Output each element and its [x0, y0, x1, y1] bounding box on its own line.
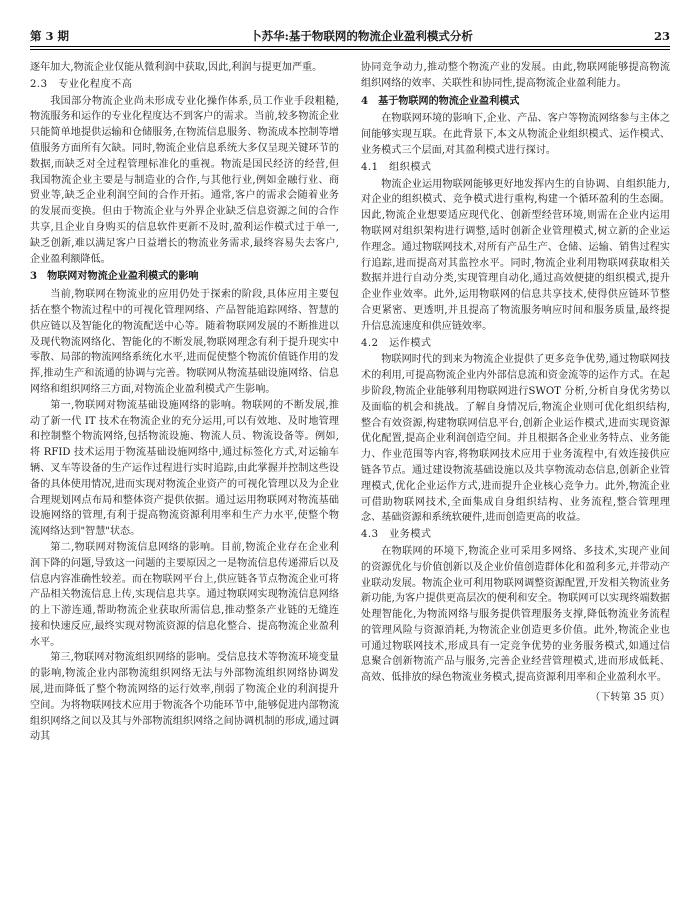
paragraph: 在物联网的环境下,物流企业可采用多网络、多技术,实现产业间的资源优化与价值创新以及企业价值创造群体化和盈利多元,并带动产业联动发展。物流企业可利用物联网调整资源配置,开发相关物流业务新功能,为客户提供更高层次的便利和安全。物联网可以实现终端数据处理智能化,为物流网络与服务提供管理服务支撑,降低物流业务流程的管理风险与资源消耗,为物流企业创造更多价值。此外,物流企业也可通过物联网技术,形成具有一定竞争优势的业务服务模式,如通过信息聚合创新物流产品与服务,完善企业经营管理模式,进而形成低耗、高效、低排放的绿色物流业务模式,提高资源利用率和企业盈利水平。	[361, 545, 670, 684]
section-heading-3: 3 物联网对物流企业盈利模式的影响	[30, 271, 199, 283]
header-rule-bottom	[30, 49, 670, 50]
paragraph: 在物联网环境的影响下,企业、产品、客户等物流网络参与主体之间能够实现互联。在此背景下,本文从物流企业组织模式、运作模式、业务模式三个层面,对其盈利模式进行探讨。	[361, 113, 670, 156]
paragraph: 第三,物联网对物流组织网络的影响。受信息技术等物流环境变量的影响,物流企业内部物流组织网络无法与外部物流组织网络协调发展,进而降低了整个物流网络的运行效率,削弱了物流企业的利润提升空间。为将物联网技术应用于物流各个功能环节中,能够促进内部物流组织网络之间以及其与外部物流组织网络之间协调机制的形成,通过调动其	[30, 652, 339, 743]
section-heading-4-3: 4.3 业务模式	[361, 529, 432, 541]
left-column	[30, 60, 339, 872]
paragraph: 协同竞争动力,推动整个物流产业的发展。由此,物联网能够提高物流组织网络的效率、关联性和协同性,提高物流企业盈利能力。	[361, 62, 670, 89]
paragraph: 物流企业运用物联网能够更好地发挥内生的自协调、自组织能力,对企业的组织模式、竞争模式进行重构,构建一个循环盈利的生态圈。因此,物流企业想要适应现代化、创新型经营环境,则需在企业内运用物联网对组织架构进行调整,适时创新企业管理模式,树立新的企业运作理念。通过物联网技术,对所有产品生产、仓储、运输、销售过程实行追踪,进而提高对其监控水平。同时,物流企业利用物联网获取相关数据并进行自动分类,实现管理自动化,通过高效便捷的组织模式,提升企业作业效率。此外,运用物联网的信息共享技术,使得供应链环节整合更紧密、更透明,并且提高了物流服务响应时间和服务质量,最终提升信息流速度和供应链效率。	[361, 178, 670, 332]
right-column	[361, 60, 670, 872]
paragraph: 当前,物联网在物流业的应用仍处于探索的阶段,具体应用主要包括在整个物流过程中的可视化管理网络、产品智能追踪网络、智慧的供应链以及智能化的物流配送中心等。随着物联网发展的不断推进以及现代物流网络化、智能化的不断发展,物联网理念有利于提升现实中零散、局部的物流网络系统化水平,进而促使整个物流价值链作用的发挥,推动生产和流通的协调与完善。物联网从物流基础设施网络、信息网络和组织网络三方面,对物流企业盈利模式产生影响。	[30, 289, 339, 395]
paragraph: 第一,物联网对物流基础设施网络的影响。物联网的不断发展,推动了新一代 IT 技术在物流企业的充分运用,可以有效地、及时地管理和控制整个物流网络,包括物流设施、物流人员、物流设备等。例如,将 RFID 技术运用于物流基础设施网络中,通过标签化方式,对运输车辆、叉车等设备的生产运作过程进行实时追踪,由此掌握并控制这些设备的具体使用情况,进而实现对物流企业资产的可视化管理以及为企业合理规划网点布局和整体资产提供依据。通过运用物联网对物流基础设施网络的管理,有利于提高物流资源利用率和生产力水平,使整个物流网络达到"智慧"状态。	[30, 399, 339, 538]
body-columns	[30, 60, 670, 872]
section-heading-2-3: 2.3 专业化程度不高	[30, 78, 133, 90]
issue-number: 第 3 期	[30, 29, 70, 43]
header-rule-top	[30, 46, 670, 47]
paragraph: 第二,物联网对物流信息网络的影响。目前,物流企业存在企业利润下降的问题,导致这一问题的主要原因之一是物流信息传递滞后以及信息内容准确性较差。而在物联网平台上,供应链各节点物流企业可将产品相关物流信息上传,实现信息共享。通过物联网实现物流信息网络的上下游连通,帮助物流企业获取所需信息,推动整条产业链的无缝连接和快速反应,最终实现对物流资源的信息化整合、提高物流企业盈利水平。	[30, 541, 339, 648]
paragraph: 逐年加大,物流企业仅能从微利润中获取,因此,利润与提更加严重。	[30, 62, 323, 73]
section-heading-4: 4 基于物联网的物流企业盈利模式	[361, 95, 520, 107]
section-heading-4-2: 4.2 运作模式	[361, 337, 432, 349]
paragraph: 物联网时代的到来为物流企业提供了更多竞争优势,通过物联网技术的利用,可提高物流企业内外部信息流和资金流等的运作方式。在起步阶段,物流企业能够利用物联网进行SWOT 分析,分析自身优劣势以及面临的机会和挑战。了解自身情况后,物流企业则可优化组织结构,整合有效资源,构建物联网信息平台,创新企业运作模式,进而实现资源优化配置,提高企业利润创造空间。并且根据各企业业务特点、业务能力、作业范围等内容,将物联网技术应用于业务流程中,有效连接供应链各节点。通过建设物流基础设施以及共享物流动态信息,创新企业管理模式,优化企业运作方式,进而提升企业核心竞争力。此外,物流企业可借助物联网技术,全面集成自身组织结构、业务流程,整合管理理念、基础资源和系统软硬件,进而创造更高的收益。	[361, 354, 670, 524]
page-header	[30, 26, 670, 46]
continued-note: （下转第 35 页）	[590, 692, 670, 704]
section-heading-4-1: 4.1 组织模式	[361, 161, 432, 173]
running-title: 卜苏华:基于物联网的物流企业盈利模式分析	[250, 29, 473, 43]
page-number: 23	[653, 29, 670, 43]
paragraph: 我国部分物流企业尚未形成专业化操作体系,员工作业手段粗糙,物流服务和运作的专业化程度达不到客户的需求。当前,较多物流企业只能简单地提供运输和仓储服务,在物流信息服务、物流成本控制等增值服务方面所有欠缺。同时,物流企业信息系统大多仅呈现关键环节的数据,而缺乏对全过程管理标准化的重视。物流是国民经济的经营,但我国物流企业主要是与制造业的合作,与其他行业,例如金融行业、商贸业等,缺乏企业利润空间的合作开拓。通常,客户的需求会随着业务的发展而变换。但由于物流企业与外界企业缺乏信息资源之间的合作共享,且企业自身购买的信息软件更新不及时,盈利运作模式过于单一,缺乏创新,难以满足客户日益增长的物流业务需求,最终容易失去客户,企业盈利额降低。	[30, 95, 339, 265]
